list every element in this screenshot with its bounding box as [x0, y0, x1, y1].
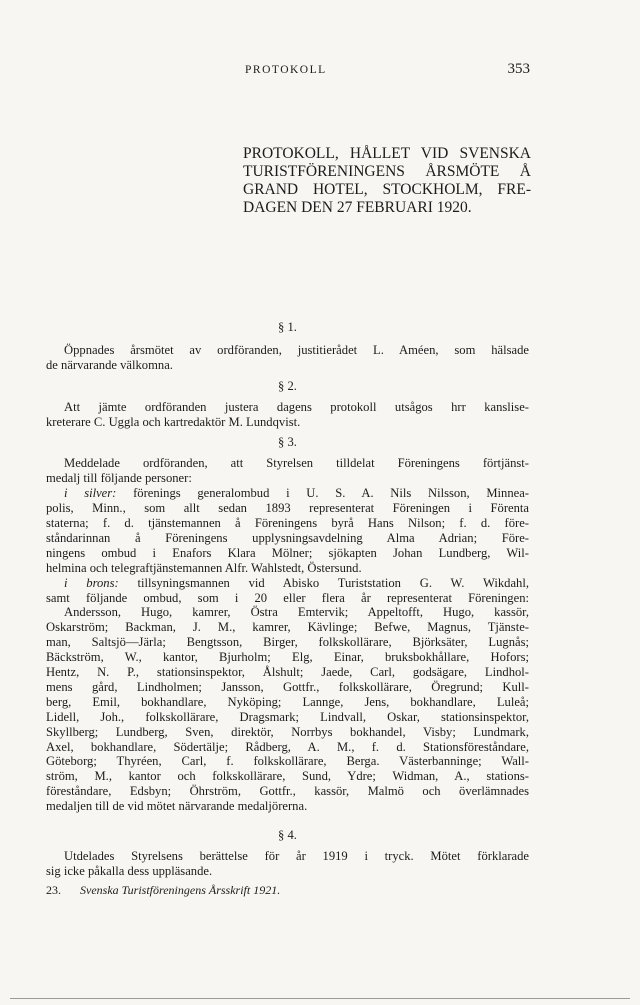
text-line: man, Saltsjö—Järla; Bengtsson, Birger, folkskollärare, Björksäter, Lugnås;	[46, 635, 529, 650]
text-line: föreståndare, Edsbyn; Öhrström, Gottfr., kassör, Malmö och överlämnades	[46, 784, 529, 799]
text-line: berg, Emil, bokhandlare, Nyköping; Lannge, Jens, bokhandlare, Luleå;	[46, 694, 529, 709]
text-line	[46, 486, 529, 501]
section-heading-2: § 2.	[278, 378, 297, 393]
text-line: Meddelade ordföranden, att Styrelsen tilldelat Föreningens förtjänst-	[64, 456, 529, 471]
text-line: ningens ombud i Enafors Klara Mölner; sjökapten Johan Lundberg, Wil-	[46, 545, 529, 560]
footer-source: Svenska Turistföreningens Årsskrift 1921.	[80, 883, 281, 897]
page-number: 353	[507, 61, 530, 77]
text-line: Göteborg; Thyréen, Carl, f. folkskollärare, Berga. Västerbanninge; Wall-	[46, 754, 529, 769]
page-footer	[46, 883, 529, 898]
text-line: ståndarinnan å Föreningens upplysningsavdelning Alma Adrian; Före-	[46, 530, 529, 545]
text-line: Axel, bokhandlare, Södertälje; Rådberg, A. M., f. d. Stationsföreståndare,	[46, 739, 529, 754]
text-line: mens gård, Lindholmen; Jansson, Gottfr., folkskollärare, Öregrund; Kull-	[46, 679, 529, 694]
signature-mark: 23.	[46, 883, 61, 897]
text-line: polis, Minn., som allt sedan 1893 representerat Föreningen i Förenta	[46, 501, 529, 516]
text-fragment: förenings generalombud i U. S. A. Nils Nilsson, Minnea-	[133, 486, 529, 501]
title-line: TURISTFÖRENINGENS ÅRSMÖTE Å	[243, 163, 531, 180]
text-fragment: tillsyningsmannen vid Abisko Turiststation G. W. Wikdahl,	[137, 575, 529, 590]
text-line: Bäckström, W., kantor, Bjurholm; Elg, Einar, bruksbokhållare, Hofors;	[46, 650, 529, 665]
title-line: PROTOKOLL, HÅLLET VID SVENSKA	[243, 145, 531, 162]
label-silver: i silver:	[64, 486, 117, 501]
text-line: staterna; f. d. tjänstemannen å Föreningens byrå Hans Nilson; f. d. före-	[46, 515, 529, 530]
text-line: Andersson, Hugo, kamrer, Östra Emtervik; Appeltofft, Hugo, kassör,	[64, 605, 529, 620]
text-line: Öppnades årsmötet av ordföranden, justitierådet L. Améen, som hälsade	[64, 342, 529, 357]
text-line: Hentz, N. P., stationsinspektor, Ålshult; Jaede, Carl, godsägare, Lindhol-	[46, 665, 529, 680]
section-4-text	[46, 849, 529, 879]
section-heading-4: § 4.	[278, 828, 297, 843]
section-heading-3: § 3.	[278, 435, 297, 450]
text-line: ström, M., kantor och folkskollärare, Sund, Ydre; Widman, A., stations-	[46, 769, 529, 784]
text-line: Lidell, Joh., folkskollärare, Dragsmark; Lindvall, Oskar, stationsinspektor,	[46, 709, 529, 724]
text-line: kreterare C. Uggla och kartredaktör M. Lundqvist.	[46, 414, 301, 429]
title-line: GRAND HOTEL, STOCKHOLM, FRE-	[243, 181, 531, 198]
label-brons: i brons:	[64, 575, 119, 590]
text-line: de närvarande välkomna.	[46, 357, 173, 372]
section-3-text	[46, 456, 529, 814]
text-line: medalj till följande personer:	[46, 471, 192, 486]
text-line: Att jämte ordföranden justera dagens protokoll utsågos hrr kanslise-	[64, 399, 529, 414]
running-head	[245, 61, 530, 77]
running-head-title: PROTOKOLL	[245, 64, 327, 76]
text-line: samt följande ombud, som i 20 eller flera år representerat Föreningen:	[46, 590, 529, 605]
section-heading-1: § 1.	[278, 320, 297, 334]
bottom-edge-rule	[10, 998, 630, 999]
text-line: sig icke påkalla dess uppläsande.	[46, 863, 213, 878]
section-1-text	[46, 343, 529, 373]
text-line: Skyllberg; Lundberg, Sven, direktör, Norrbys bokhandel, Visby; Lundmark,	[46, 724, 529, 739]
text-line: Oskarström; Backman, J. M., kamrer, Kävlinge; Befwe, Magnus, Tjänste-	[46, 620, 529, 635]
text-line	[46, 576, 529, 591]
document-title	[243, 145, 531, 217]
protocol-body	[46, 320, 529, 879]
section-2-text	[46, 400, 529, 430]
text-line: helmina och telegraftjänstemannen Alfr. Wahlstedt, Östersund.	[46, 560, 362, 575]
text-line: medaljen till de vid mötet närvarande medaljörerna.	[46, 799, 308, 814]
title-line: DAGEN DEN 27 FEBRUARI 1920.	[243, 199, 472, 216]
text-line: Utdelades Styrelsens berättelse för år 1919 i tryck. Mötet förklarade	[64, 849, 529, 863]
